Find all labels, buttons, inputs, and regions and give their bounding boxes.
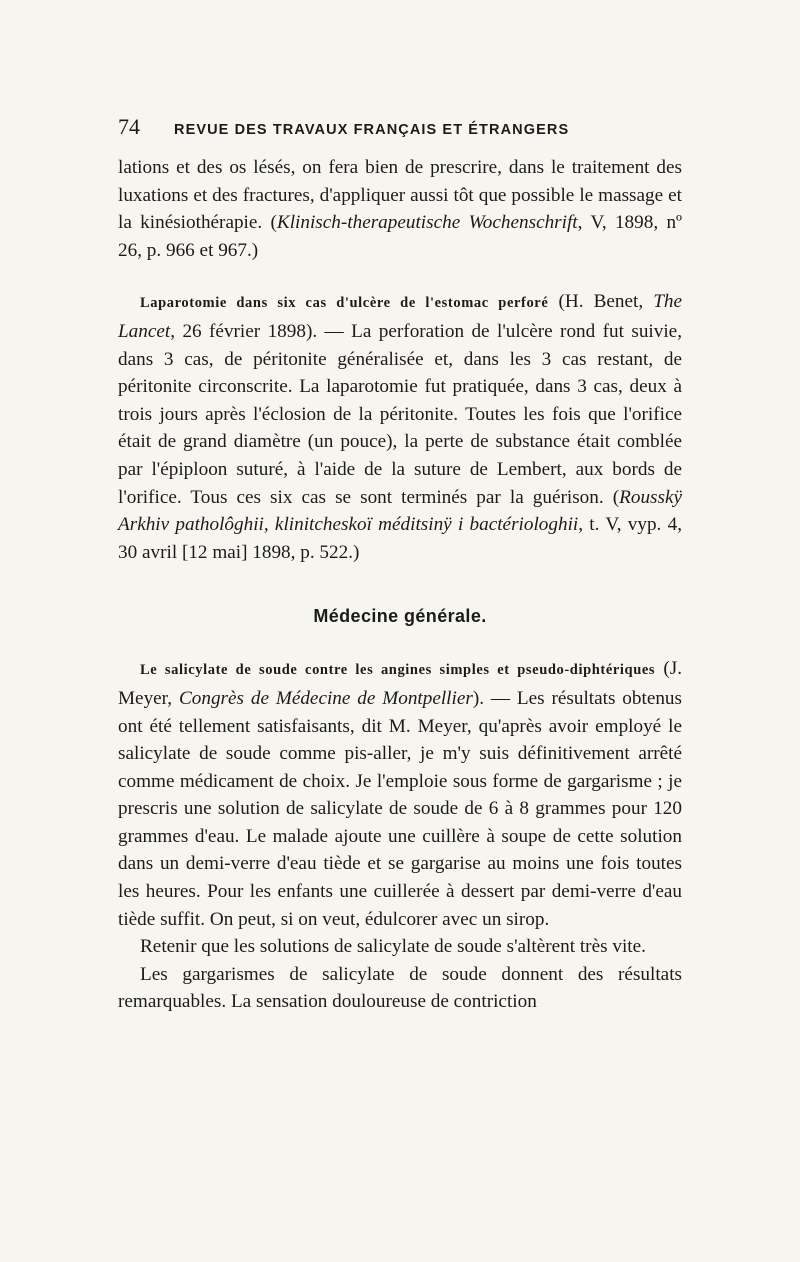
article-title: Laparotomie dans six cas d'ulcère de l'estomac perforé bbox=[140, 295, 549, 312]
journal-reference: The Lancet bbox=[118, 291, 682, 342]
article-salicylate bbox=[118, 655, 682, 933]
page-number: 74 bbox=[118, 114, 140, 139]
paragraph: Les gargarismes de salicylate de soude donnent des résultats remarquables. La sensation douloureuse de contriction bbox=[118, 963, 682, 1013]
paragraph: Retenir que les solutions de salicylate de soude s'altèrent très vite. bbox=[140, 936, 646, 958]
source-reference: Rousskÿ Arkhiv patholôghii, klinitcheskoï méditsinÿ i bactériologhii, bbox=[118, 486, 682, 536]
journal-title: REVUE DES TRAVAUX FRANÇAIS ET ÉTRANGERS bbox=[174, 122, 570, 138]
author-reference: (J. Meyer, bbox=[118, 658, 682, 709]
article-title: Le salicylate de soude contre les angines simples et pseudo-diphtériques bbox=[140, 662, 656, 679]
section-heading: Médecine générale. bbox=[313, 606, 487, 627]
article-body: ). — Les résultats obtenus ont été tellement satisfaisants, dit M. Meyer, qu'après avoir employé le salicylate de soude comme pis-aller, je m'y suis définitivement arrêté comme médicament de choix. Je l'emploie sous forme de gargarisme ; je prescris une solution de salicylate de soude de 6 à 8 grammes pour 120 grammes d'eau. Le malade ajoute une cuillère à soupe de cette solution dans un demi-verre d'eau tiède et se gargarise au moins une fois toutes les heures. Pour les enfants une cuillerée à dessert par demi-verre d'eau tiède suffit. On peut, si on veut, édulcorer avec un sirop. bbox=[118, 687, 682, 930]
paragraph-continuation bbox=[118, 154, 682, 264]
author-reference: (H. Benet, bbox=[548, 291, 654, 313]
running-head bbox=[118, 114, 682, 140]
journal-reference: Klinisch-therapeutische Wochenschrift bbox=[276, 212, 578, 234]
article-laparotomie bbox=[118, 288, 682, 566]
source-reference: Congrès de Médecine de Montpellier bbox=[178, 687, 473, 709]
paragraph-continuation-text: lations et des os lésés, on fera bien de prescrire, dans le traitement des luxations et des fractures, d'appliquer aussi tôt que possible le massage et la kinésiothérapie. ( bbox=[118, 157, 682, 234]
citation-details: , V, 1898, nº 26, p. 966 et 967.) bbox=[118, 212, 683, 261]
citation-details: t. V, vyp. 4, 30 avril [12 mai] 1898, p. 522.) bbox=[118, 514, 682, 563]
article-body: , 26 février 1898). — La perforation de l'ulcère rond fut suivie, dans 3 cas, de péritonite généralisée et, dans les 3 cas restant, de péritonite circonscrite. La laparotomie fut pratiquée, dans 3 cas, deux à trois jours après l'éclosion de la péritonite. Toutes les fois que l'orifice était de grand diamètre (un pouce), la perte de substance était comblée par l'épiploon suturé, à l'aide de la suture de Lembert, aux bords de l'orifice. Tous ces six cas se sont terminés par la guérison. ( bbox=[118, 320, 682, 508]
